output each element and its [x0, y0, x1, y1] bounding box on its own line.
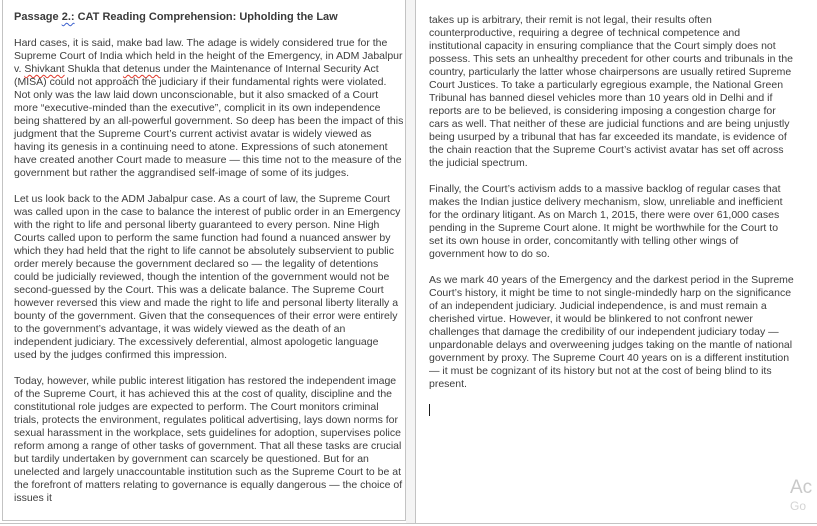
text-segment: under the Maintenance of Internal Security Act (MISA) could not approach the judiciary if their fundamental rights were violated. Not only was the law laid down unconscionable, but it also smacked of a Court more “executive-minded than the executive”, complicit in its own independence being shattered by an all-powerful government. So deep has been the impact of this judgment that the Supreme Court’s current activist avatar is widely viewed as having its genesis in a continuing need to atone. Expressions of such atonement have created another Court made to measure — this time not to the measure of the government but rather the aggrandised self-image of some of its judges.: [14, 63, 404, 179]
right-column-text[interactable]: [429, 14, 794, 417]
text-segment: Hard cases, it is said, make bad law. The adage is widely considered true for the Supreme Court of India which held in the height of the Emergency, in ADM Jabalpur v.: [14, 37, 403, 75]
caret-line[interactable]: [429, 404, 794, 417]
watermark-line-1: Ac: [790, 477, 813, 498]
paragraph-5[interactable]: As we mark 40 years of the Emergency and the darkest period in the Supreme Court’s history, it might be time to not single-mindedly harp on the significance of an independent judiciary. Judicial independence, is and must remain a cherished virtue. However, it would be blinkered to not confront newer challenges that damage the credibility of our independent judiciary today — unpardonable delays and overweening judges taking on the mantle of national government by proxy. The Supreme Court 40 years on is a different institution — it must be cognizant of its history but not at the cost of being blind to its present.: [429, 274, 794, 390]
spellcheck-flagged-word: detenus: [122, 63, 161, 75]
paragraph-3[interactable]: Today, however, while public interest litigation has restored the independent image of the Supreme Court, it has achieved this at the cost of quality, discipline and the constitutional role judges are expected to perform. The Court monitors criminal trials, protects the environment, regulates political advertising, lays down norms for sexual harassment in the workplace, sets guidelines for adoption, supervises police reform among a range of other tasks of government. That all these tasks are crucial but tardily undertaken by government can scarcely be questioned. But for an unelected and largely unaccountable institution such as the Supreme Court to be at the forefront of matters relating to governance is equally dangerous — the choice of issues it: [14, 375, 403, 504]
text-segment: CAT Reading Comprehension: Upholding the Law: [74, 11, 338, 23]
page-bottom-edge: [0, 523, 817, 524]
text-segment: Passage: [14, 11, 62, 23]
text-cursor: [429, 404, 430, 416]
passage-heading[interactable]: [14, 11, 404, 24]
grammar-flagged-text: 2.:: [61, 11, 75, 23]
text-segment: Shukla that: [64, 63, 123, 75]
watermark-line-2: Go: [790, 499, 807, 513]
left-column-text[interactable]: [14, 11, 404, 518]
paragraph-4[interactable]: Finally, the Court’s activism adds to a massive backlog of regular cases that makes the Indian justice delivery mechanism, slow, unreliable and inefficient for the ordinary litigant. As on March 1, 2015, there were over 61,000 cases pending in the Supreme Court alone. It might be worthwhile for the Court to set its own house in order, concomitantly with telling other wings of government how to do so.: [429, 183, 783, 260]
paragraph-3-continued[interactable]: takes up is arbitrary, their remit is not legal, their results often counterproductive, requiring a degree of technical competence and institutional capacity in ensuring compliance that the Court simply does not possess. This sets an unhealthy precedent for other courts and tribunals in the country, particularly the latter whose chairpersons are usually retired Supreme Court Justices. To take a particularly egregious example, the National Green Tribunal has banned diesel vehicles more than 10 years old in Delhi and if reports are to be believed, is considering imposing a congestion charge for cars as well. That neither of these are judicial functions and are being unjustly being usurped by a tribunal that has far exceeded its mandate, is evidence of the chain reaction that the Supreme Court’s activist avatar has set off across the judicial spectrum.: [429, 14, 794, 169]
windows-activation-watermark: [790, 477, 812, 513]
page-gutter: [406, 0, 415, 524]
paragraph-2[interactable]: Let us look back to the ADM Jabalpur case. As a court of law, the Supreme Court was called upon in the case to balance the interest of public order in an Emergency with the right to life and personal liberty guaranteed to every person. Nine High Courts called upon to perform the same function had found a nuanced answer by which they had held that the right to life cannot be absolutely subservient to public order merely because the government declared so — the legality of detentions could be judicially reviewed, though the intention of the government would not be second-guessed by the Court. This was a delicate balance. The Supreme Court however reversed this view and made the right to life and personal liberty literally a bounty of the government. Given that the consequences of their error were entirely to the government’s advantage, it was widely viewed as the death of an independent judiciary. The excessively deferential, almost apologetic language used by the judges confirmed this impression.: [14, 193, 401, 361]
paragraph-1[interactable]: [14, 37, 404, 180]
spellcheck-flagged-word: Shivkant: [24, 63, 65, 75]
